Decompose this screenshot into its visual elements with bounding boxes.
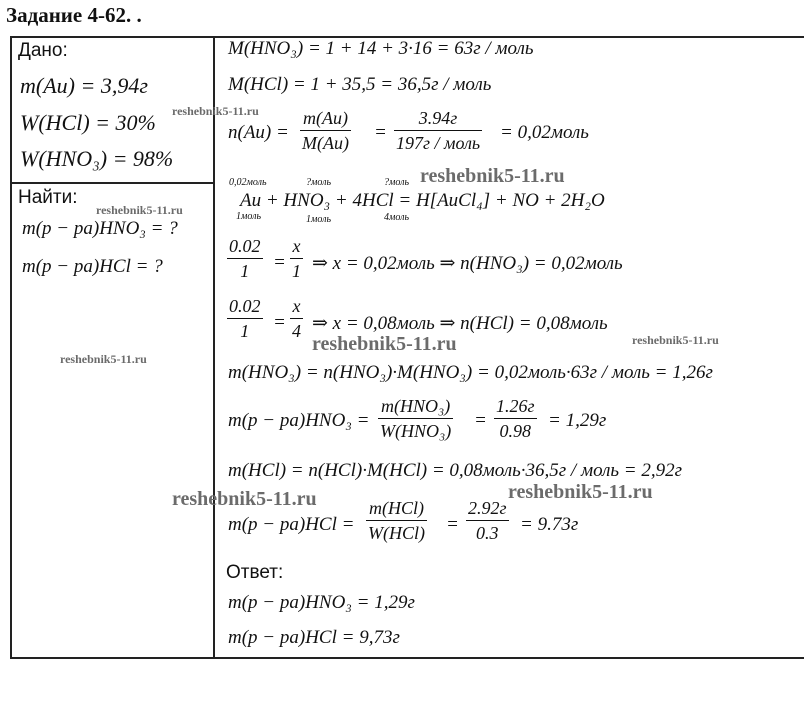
given-fraction-hcl: W(HCl) = 30% [20,110,156,135]
given-mass-au: m(Au) = 3,94г [20,73,148,98]
fraction-numerator: x [292,236,301,256]
reaction-bottom-au: 1моль [236,211,262,222]
watermark: reshebnik5-11.ru [508,481,653,503]
equals-sign: = [273,312,286,333]
task-title: Задание 4-62. . [6,3,142,27]
equals-sign: = [374,122,387,143]
fraction-denominator: W(HNO₃) [378,418,453,442]
fraction-numerator: 1.26г [496,396,535,416]
fraction-denominator: 0.3 [466,520,509,544]
amount-au-result: = 0,02моль [500,122,589,143]
watermark: reshebnik5-11.ru [60,352,147,366]
fraction-numerator: 0.02 [229,236,261,256]
watermark: reshebnik5-11.ru [632,333,719,347]
reaction-bottom-hcl: 4моль [384,212,410,223]
watermark: reshebnik5-11.ru [312,333,457,355]
amount-au-fraction-2 [394,108,482,154]
proportion2-fraction-left [227,296,263,342]
fraction-numerator: x [292,296,301,316]
proportion1-result: ⇒ x = 0,02моль ⇒ n(HNO₃) = 0,02моль [312,253,623,274]
proportion1-fraction-left [227,236,263,282]
reaction-bottom-hno3: 1моль [306,214,332,225]
answer-header: Ответ: [226,562,284,583]
solution-mass-hno3-result: = 1,29г [548,410,607,431]
watermark: reshebnik5-11.ru [420,165,565,187]
molar-mass-hno3: M(HNO₃) = 1 + 14 + 3·16 = 63г / моль [228,38,534,59]
solution-mass-hcl-label: m(p − pa)HCl = [228,514,355,535]
watermark: reshebnik5-11.ru [96,203,183,217]
fraction-numerator: m(Au) [303,108,348,128]
watermark: reshebnik5-11.ru [172,488,317,510]
fraction-denominator: 0.98 [494,418,537,442]
amount-au-label: n(Au) = [228,122,289,143]
table-bottom-border [10,657,804,659]
fraction-denominator: 4 [290,318,303,342]
given-fraction-hno3: W(HNO₃) = 98% [20,146,174,171]
equals-sign: = [273,252,286,273]
fraction-denominator: 1 [290,258,303,282]
reaction-top-hcl: ?моль [384,177,410,188]
given-find-divider [10,182,214,184]
solution-mass-hcl-fraction-1 [366,498,427,544]
find-solution-hno3: m(p − pa)HNO₃ = ? [22,218,178,239]
table-left-border [10,36,12,658]
fraction-denominator: 197г / моль [394,130,482,154]
amount-au-fraction-1 [300,108,351,154]
solution-mass-hcl-fraction-2 [466,498,509,544]
fraction-denominator: 1 [227,318,263,342]
fraction-numerator: m(HCl) [369,498,424,518]
fraction-denominator: W(HCl) [366,520,427,544]
proportion2-result: ⇒ x = 0,08моль ⇒ n(HCl) = 0,08моль [312,313,608,334]
reaction-top-au: 0,02моль [229,177,267,188]
find-header: Найти: [18,187,78,208]
mass-hno3: m(HNO₃) = n(HNO₃)·M(HNO₃) = 0,02моль·63г / моль = 1,26г [228,362,713,383]
fraction-numerator: 0.02 [229,296,261,316]
answer-line-hno3: m(p − pa)HNO₃ = 1,29г [228,592,415,613]
solution-mass-hcl-result: = 9.73г [520,514,579,535]
proportion1-fraction-right [290,236,303,282]
answer-line-hcl: m(p − pa)HCl = 9,73г [228,627,400,648]
fraction-numerator: 3.94г [418,108,458,128]
solution-mass-hno3-label: m(p − pa)HNO₃ = [228,410,370,431]
fraction-numerator: m(HNO₃) [381,396,451,416]
equals-sign: = [474,410,487,431]
fraction-denominator: 1 [227,258,263,282]
table-divider-vertical [213,36,215,658]
watermark: reshebnik5-11.ru [172,104,259,118]
reaction-equation: Au + HNO₃ + 4HCl = H[AuCl₄] + NO + 2H₂O [240,190,605,211]
solution-mass-hno3-fraction-2 [494,396,537,442]
given-header: Дано: [18,40,68,61]
fraction-denominator: M(Au) [300,130,351,154]
molar-mass-hcl: M(HCl) = 1 + 35,5 = 36,5г / моль [228,74,492,95]
fraction-numerator: 2.92г [468,498,507,518]
mass-hcl: m(HCl) = n(HCl)·M(HCl) = 0,08моль·36,5г / моль = 2,92г [228,460,683,481]
reaction-top-hno3: ?моль [306,177,332,188]
equals-sign: = [446,514,459,535]
solution-mass-hno3-fraction-1 [378,396,453,442]
proportion2-fraction-right [290,296,303,342]
find-solution-hcl: m(p − pa)HCl = ? [22,256,163,277]
